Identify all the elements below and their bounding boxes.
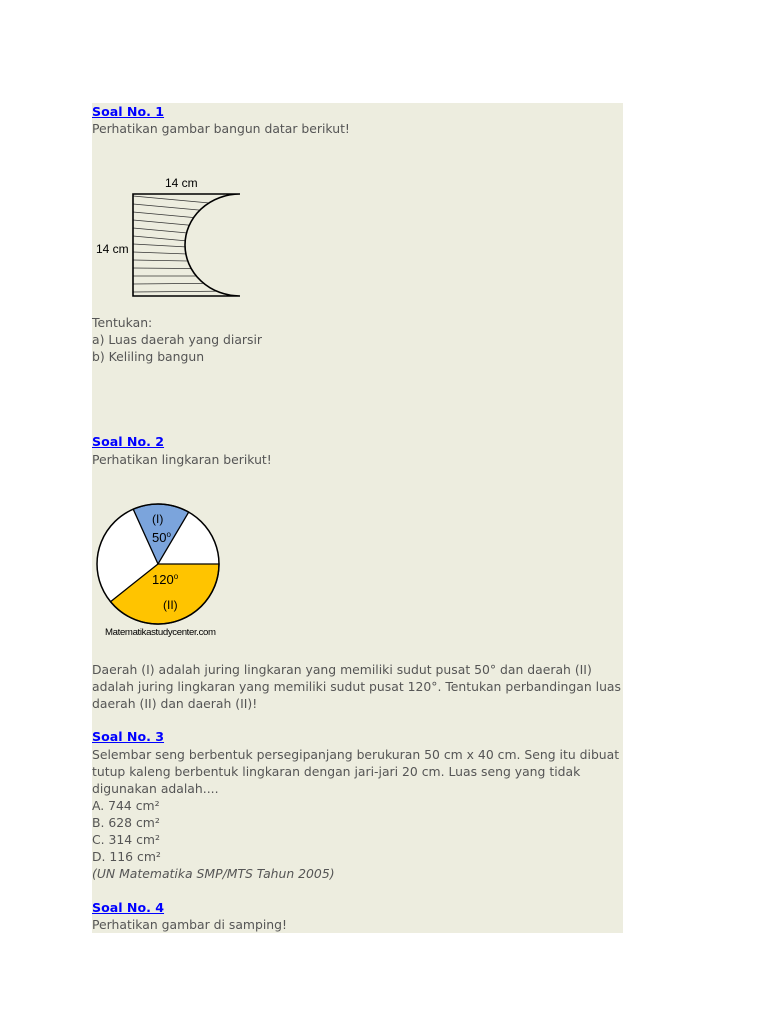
question-line: Daerah (I) adalah juring lingkaran yang memiliki sudut pusat 50° dan daerah (II) <box>92 662 592 677</box>
answer-option: A. 744 cm² <box>92 798 160 813</box>
left-dimension-label: 14 cm <box>96 242 129 256</box>
top-dimension-label: 14 cm <box>165 176 198 190</box>
question-line: tutup kaleng berbentuk lingkaran dengan jari-jari 20 cm. Luas seng yang tidak <box>92 764 581 779</box>
tentukan-label: Tentukan: <box>92 315 153 330</box>
soal-2-intro: Perhatikan lingkaran berikut! <box>92 452 272 467</box>
hatch-lines <box>133 196 242 292</box>
soal-2-question <box>92 661 621 712</box>
question-line: digunakan adalah.... <box>92 781 219 796</box>
sector-II-angle: 120$^o$ <box>152 572 179 587</box>
soal-4-link[interactable]: Soal No. 4 <box>92 900 165 915</box>
watermark: Matematikastudycenter.com <box>105 627 216 638</box>
question-source: (UN Matematika SMP/MTS Tahun 2005) <box>92 866 335 881</box>
soal-1-task-block <box>92 314 617 365</box>
sector-II-label: (II) <box>163 598 178 612</box>
question-line: daerah (II) dan daerah (II)! <box>92 696 258 711</box>
task-item: b) Keliling bangun <box>92 349 205 364</box>
soal-4-intro: Perhatikan gambar di samping! <box>92 917 287 932</box>
answer-option: B. 628 cm² <box>92 815 160 830</box>
answer-option: D. 116 cm² <box>92 849 161 864</box>
sector-I-label: (I) <box>152 512 164 526</box>
soal-1-figure <box>92 170 252 305</box>
question-line: adalah juring lingkaran yang memiliki sudut pusat 120°. Tentukan perbandingan luas <box>92 679 621 694</box>
soal-2-circle-figure <box>92 500 252 645</box>
soal-3-link[interactable]: Soal No. 3 <box>92 729 165 744</box>
answer-option: C. 314 cm² <box>92 832 160 847</box>
soal-1-intro: Perhatikan gambar bangun datar berikut! <box>92 121 350 136</box>
question-line: Selembar seng berbentuk persegipanjang berukuran 50 cm x 40 cm. Seng itu dibuat <box>92 747 620 762</box>
sector-I-angle: 50$^o$ <box>152 530 171 545</box>
task-item: a) Luas daerah yang diarsir <box>92 332 263 347</box>
soal-1-link[interactable]: Soal No. 1 <box>92 104 165 119</box>
soal-2-link[interactable]: Soal No. 2 <box>92 434 165 449</box>
soal-3-question <box>92 746 620 882</box>
